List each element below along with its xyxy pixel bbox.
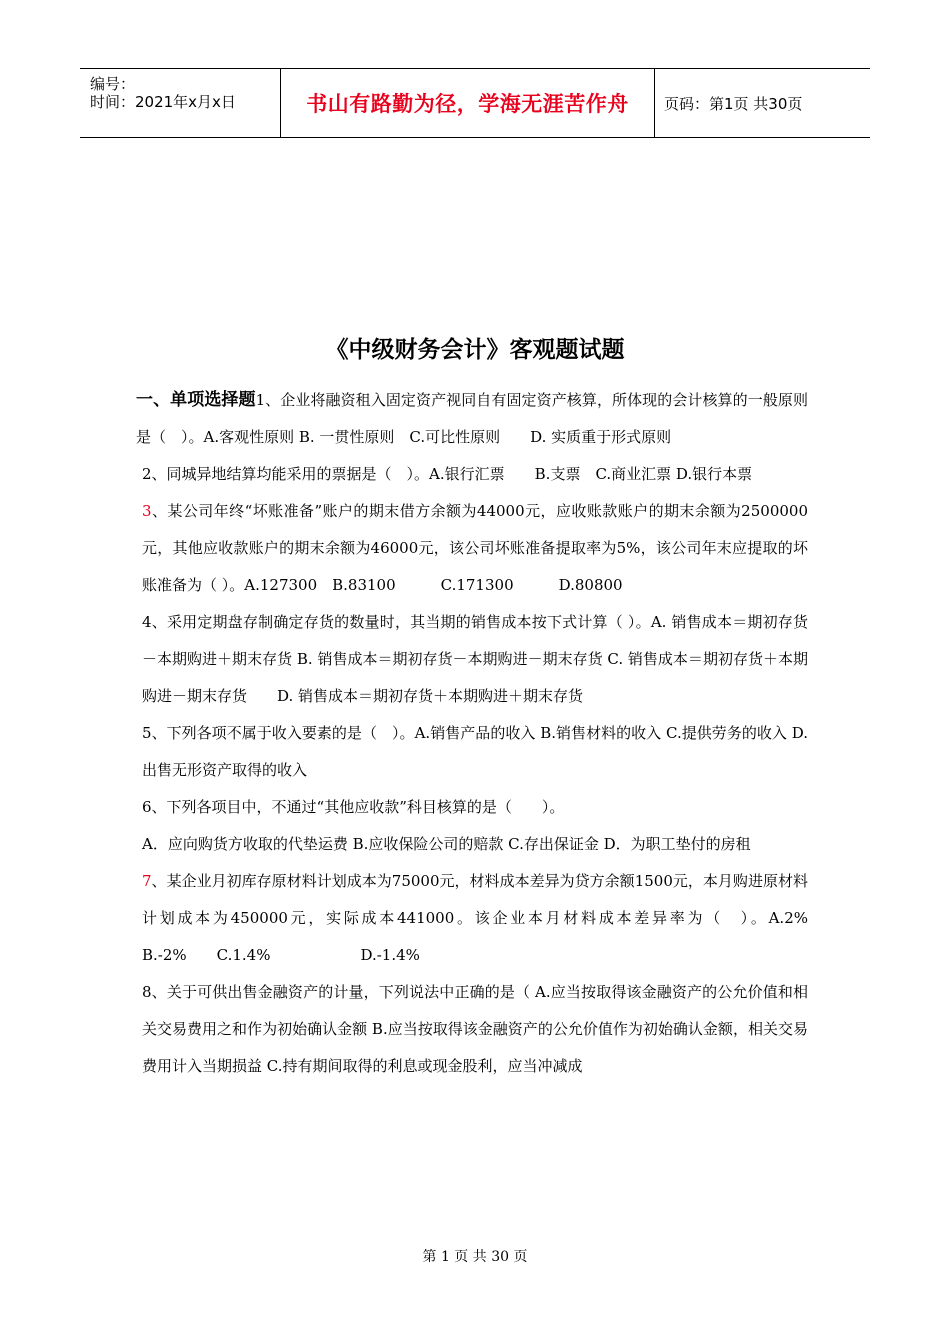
number-label: 编号：: [90, 75, 136, 93]
question-6: 6、下列各项目中，不通过“其他应收款”科目核算的是（ ）。: [142, 798, 565, 816]
question-4: 4、采用定期盘存制确定存货的数量时，其当期的销售成本按下式计算（ ）。A. 销售成本＝期初存货－本期购进＋期末存货 B. 销售成本＝期初存货－本期购进－期末存货 C. 销售成本＝期初存货＋本期购进－期末存货 D. 销售成本＝期初存货＋本期购进＋期末存货: [142, 613, 808, 705]
question-3-number: 3: [142, 502, 152, 520]
header-table: [80, 68, 870, 138]
question-5: 5、下列各项不属于收入要素的是（ ）。A.销售产品的收入 B.销售材料的收入 C.提供劳务的收入 D.出售无形资产取得的收入: [142, 724, 808, 779]
question-7: [136, 863, 869, 974]
page-info: 页码：第1页 共30页: [664, 94, 803, 113]
question-1-text: 1、企业将融资租入固定资产视同自有固定资产核算，所体现的会计核算的一般原则是（ ）。A.客观性原则 B. 一贯性原则 C.可比性原则 D. 实质重于形式原则: [136, 391, 808, 446]
question-3-text: 、某公司年终“坏账准备”账户的期末借方余额为44000元，应收账款账户的期末余额为2500000元，其他应收款账户的期末余额为46000元，该公司坏账准备提取率为5%，该公司年末应提取的坏账准备为（ ）。A.127300 B.83100 C.171300 D.80800: [142, 502, 808, 594]
page-footer: 第 1 页 共 30 页: [422, 1249, 528, 1265]
question-2: 2、同城异地结算均能采用的票据是（ ）。A.银行汇票 B.支票 C.商业汇票 D.银行本票: [142, 465, 753, 483]
question-3: [136, 493, 808, 604]
question-1: [136, 382, 808, 456]
document-title: 《中级财务会计》客观题试题: [325, 337, 625, 363]
section-heading: 一、单项选择题: [136, 390, 256, 410]
question-7-number: 7: [142, 872, 152, 890]
question-body: [136, 382, 869, 1085]
question-8: 8、关于可供出售金融资产的计量，下列说法中正确的是（ A.应当按取得该金融资产的公允价值和相关交易费用之和作为初始确认金额 B.应当按取得该金融资产的公允价值作为初始确认金额，相关交易费用计入当期损益 C.持有期间取得的利息或现金股利，应当冲减成: [142, 983, 808, 1075]
header-motto-cell: [280, 69, 655, 137]
time-label: 时间：2021年x月x日: [90, 93, 236, 111]
motto-text: 书山有路勤为径，学海无涯苦作舟: [306, 92, 629, 116]
header-meta-cell: [80, 69, 280, 137]
question-7-text: 、某企业月初库存原材料计划成本为75000元，材料成本差异为贷方余额1500元，本月购进原材料计划成本为450000元，实际成本441000。该企业本月材料成本差异率为（ ）。A.2% B.-2% C.1.4% D.-1.4%: [142, 872, 869, 964]
question-6-options: A．应向购货方收取的代垫运费 B.应收保险公司的赔款 C.存出保证金 D．为职工垫付的房租: [142, 835, 751, 853]
